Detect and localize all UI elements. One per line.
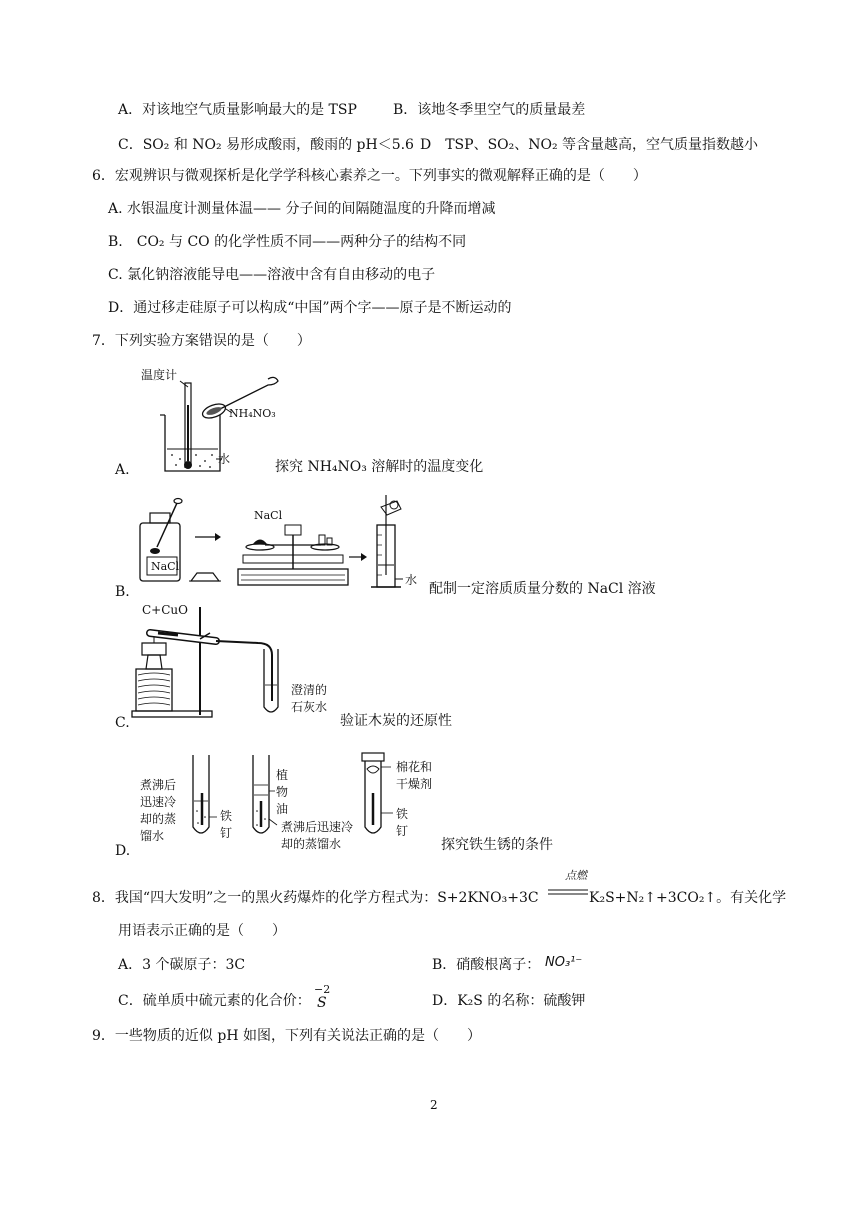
q7a-caption: 探究 NH₄NO₃ 溶解时的温度变化 <box>275 459 484 475</box>
q7b-water-label: 水 <box>405 573 418 587</box>
page-number: 2 <box>430 1098 438 1112</box>
q7d-nail1-label-1: 铁 <box>220 809 233 823</box>
q7c-reactant-label: C+CuO <box>142 603 188 617</box>
q7a-salt-label: NH₄NO₃ <box>229 407 276 420</box>
q7d-tube2-label-1: 煮沸后迅速冷 <box>281 820 354 834</box>
q8-equals-sign <box>548 888 588 896</box>
q8-option-b-formula: NO₃¹⁻ <box>545 955 583 970</box>
q7d-nail1-label-2: 钉 <box>220 826 233 840</box>
q7d-tube1-label-2: 迅速冷 <box>140 795 177 809</box>
q8-stem-part2: K₂S+N₂↑+3CO₂↑。有关化学 <box>589 890 787 906</box>
q6-option-a: A. 水银温度计测量体温—— 分子间的间隔随温度的升降而增减 <box>108 201 496 217</box>
q7b-letter: B. <box>115 584 130 600</box>
q7b-apparatus <box>135 495 435 600</box>
q7d-oil-label-1: 植 <box>276 768 289 782</box>
q7d-tube2-label-2: 却的蒸馏水 <box>281 837 342 851</box>
q7a-water-label: 水 <box>218 452 231 466</box>
q7-stem: 7．下列实验方案错误的是（ ） <box>92 333 311 349</box>
q8-reaction-condition: 点燃 <box>565 869 587 882</box>
q8-option-c-valence: −2 <box>314 983 331 996</box>
q7c-limewater-label-2: 石灰水 <box>291 700 328 714</box>
q7d-oil-label-3: 油 <box>276 802 289 816</box>
q7d-tube1-label-4: 馏水 <box>140 829 165 843</box>
q8-option-b: B．硝酸根离子： <box>432 957 541 973</box>
q6-stem: 6．宏观辨识与微观探析是化学学科核心素养之一。下列事实的微观解释正确的是（ ） <box>92 168 647 184</box>
q6-option-c: C. 氯化钠溶液能导电——溶液中含有自由移动的电子 <box>108 267 436 283</box>
q8-stem-line2: 用语表示正确的是（ ） <box>118 923 286 939</box>
q7d-cotton-label-1: 棉花和 <box>396 760 433 774</box>
q7b-balance-label: NaCl <box>254 509 283 522</box>
q8-option-c-symbol: S <box>317 995 327 1011</box>
q8-option-d: D．K₂S 的名称：硫酸钾 <box>432 993 586 1009</box>
q5-option-c: C．SO₂ 和 NO₂ 易形成酸雨，酸雨的 pH＜5.6 <box>118 137 414 153</box>
q8-stem-part1: 8．我国“四大发明”之一的黑火药爆炸的化学方程式为：S+2KNO₃+3C <box>92 890 539 906</box>
q7d-nail3-label-1: 铁 <box>396 807 409 821</box>
q6-option-d: D．通过移走硅原子可以构成“中国”两个字——原子是不断运动的 <box>108 300 512 316</box>
q7c-limewater-label-1: 澄清的 <box>291 683 328 697</box>
q7b-bottle-label: NaCl <box>151 560 180 573</box>
q7a-letter: A. <box>115 462 130 478</box>
q7d-oil-label-2: 物 <box>276 785 289 799</box>
q7c-caption: 验证木炭的还原性 <box>340 713 452 729</box>
q7d-letter: D. <box>115 843 131 859</box>
q7d-cotton-label-2: 干燥剂 <box>396 777 433 791</box>
q7d-nail3-label-2: 钉 <box>396 824 409 838</box>
q9-stem: 9．一些物质的近似 pH 如图，下列有关说法正确的是（ ） <box>92 1028 481 1044</box>
q6-option-b: B. CO₂ 与 CO 的化学性质不同——两种分子的结构不同 <box>108 234 467 250</box>
q7d-tube1-label-1: 煮沸后 <box>140 778 177 792</box>
q5-option-d: D TSP、SO₂、NO₂ 等含量越高，空气质量指数越小 <box>420 137 759 153</box>
q8-option-a: A．3 个碳原子：3C <box>118 957 246 973</box>
q8-option-c: C．硫单质中硫元素的化合价： <box>118 993 311 1009</box>
q5-option-a: A．对该地空气质量影响最大的是 TSP <box>118 102 357 118</box>
q7d-tube1-label-3: 却的蒸 <box>140 812 177 826</box>
q7b-caption: 配制一定溶质质量分数的 NaCl 溶液 <box>429 581 656 597</box>
q7c-letter: C. <box>115 715 130 731</box>
q7d-caption: 探究铁生锈的条件 <box>441 837 553 853</box>
q7c-apparatus <box>128 605 298 720</box>
q5-option-b: B．该地冬季里空气的质量最差 <box>393 102 586 118</box>
q7a-thermometer-label: 温度计 <box>141 368 178 382</box>
